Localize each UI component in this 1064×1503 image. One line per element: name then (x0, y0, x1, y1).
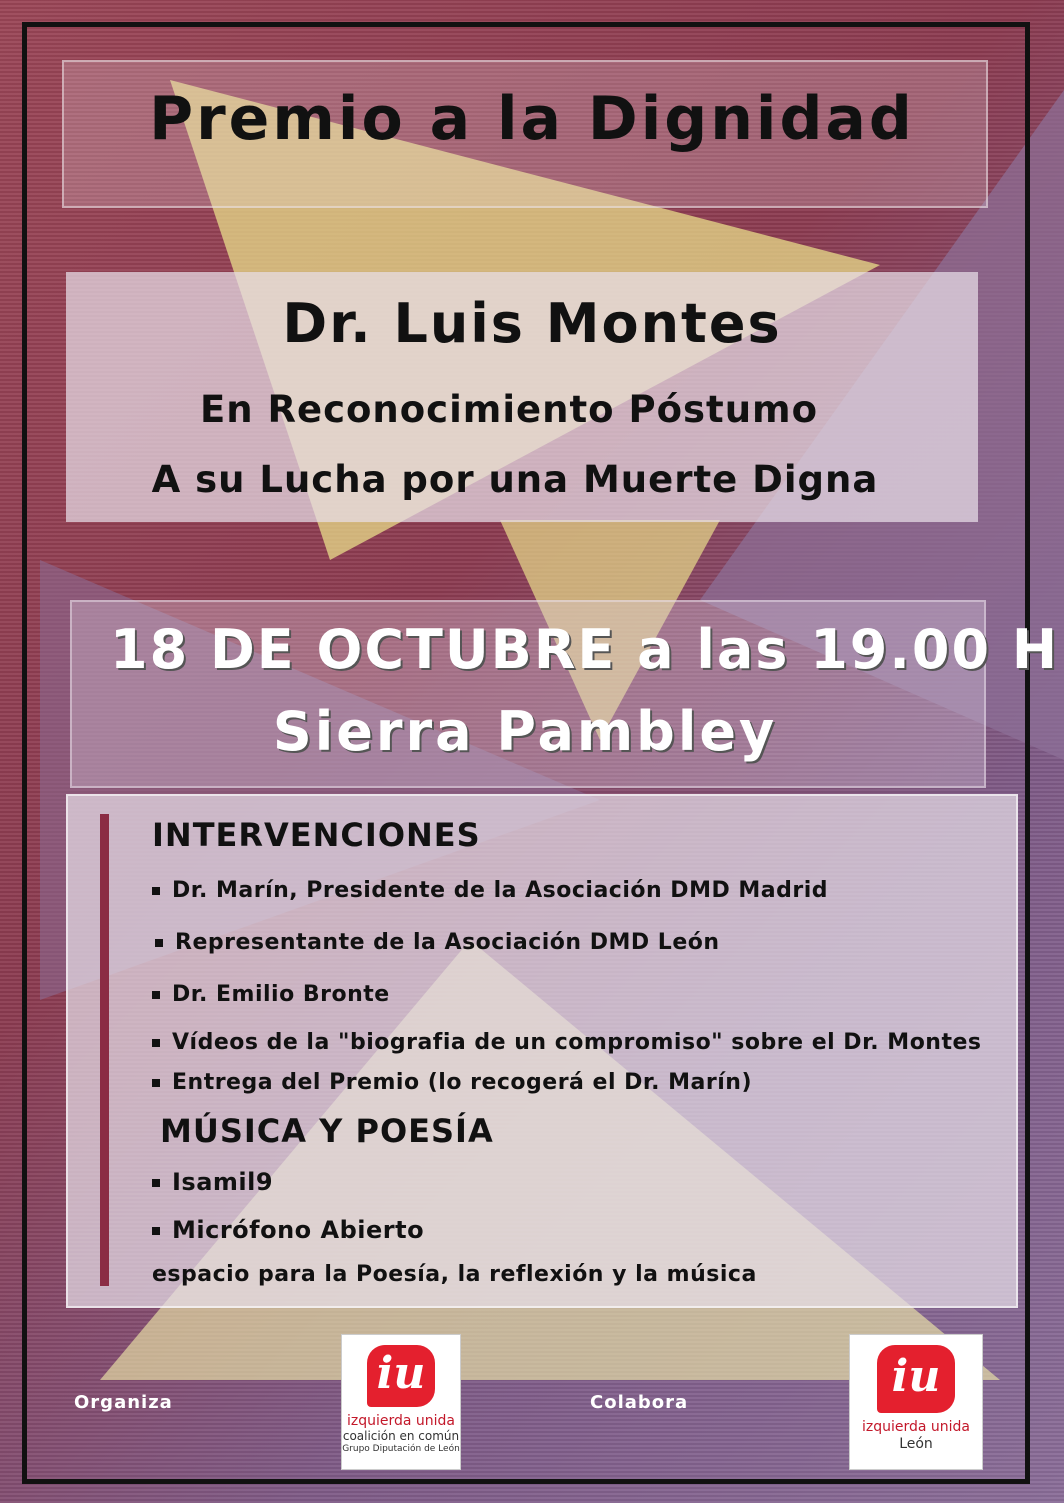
honoree-subtitle-2: A su Lucha por una Muerte Digna (151, 458, 879, 501)
event-date-time: 18 DE OCTUBRE a las 19.00 H (110, 618, 1060, 681)
music-item: Isamil9 (152, 1168, 273, 1196)
bullet-icon (152, 1179, 160, 1187)
poster-title: Premio a la Dignidad (149, 84, 915, 154)
intervention-item: Dr. Emilio Bronte (152, 982, 390, 1007)
bullet-icon (152, 1227, 160, 1235)
iu-logo-organiza (341, 1334, 461, 1470)
organiza-label: Organiza (74, 1392, 173, 1413)
bullet-icon (152, 1039, 160, 1047)
bullet-icon (155, 939, 163, 947)
bullet-icon (152, 1079, 160, 1087)
logo-line-2: coalición en común (342, 1429, 460, 1443)
bullet-icon (152, 887, 160, 895)
intervention-item: Representante de la Asociación DMD León (155, 930, 720, 955)
music-heading: MÚSICA Y POESÍA (160, 1112, 494, 1150)
honoree-subtitle-1: En Reconocimiento Póstumo (199, 388, 819, 431)
logo-line-3: Grupo Diputación de León (342, 1444, 460, 1454)
iu-mark-icon: iu (877, 1345, 955, 1413)
program-accent-bar (100, 814, 109, 1286)
honoree-name: Dr. Luis Montes (282, 292, 782, 355)
iu-mark-icon: iu (367, 1345, 435, 1407)
logo-line-1: izquierda unida (346, 1413, 456, 1429)
bullet-icon (152, 991, 160, 999)
interventions-heading: INTERVENCIONES (152, 816, 481, 854)
intervention-item: Dr. Marín, Presidente de la Asociación DMD Madrid (152, 878, 828, 903)
music-item: Micrófono Abierto (152, 1216, 424, 1244)
event-place: Sierra Pambley (272, 700, 778, 763)
intervention-item: Entrega del Premio (lo recogerá el Dr. Marín) (152, 1070, 752, 1095)
music-note: espacio para la Poesía, la reflexión y la música (152, 1262, 757, 1287)
iu-logo-colabora (849, 1334, 983, 1470)
colabora-label: Colabora (590, 1392, 689, 1413)
intervention-item: Vídeos de la "biografia de un compromiso" sobre el Dr. Montes (152, 1030, 982, 1055)
logo-line-1: izquierda unida (861, 1419, 971, 1435)
logo-line-2: León (899, 1436, 933, 1452)
